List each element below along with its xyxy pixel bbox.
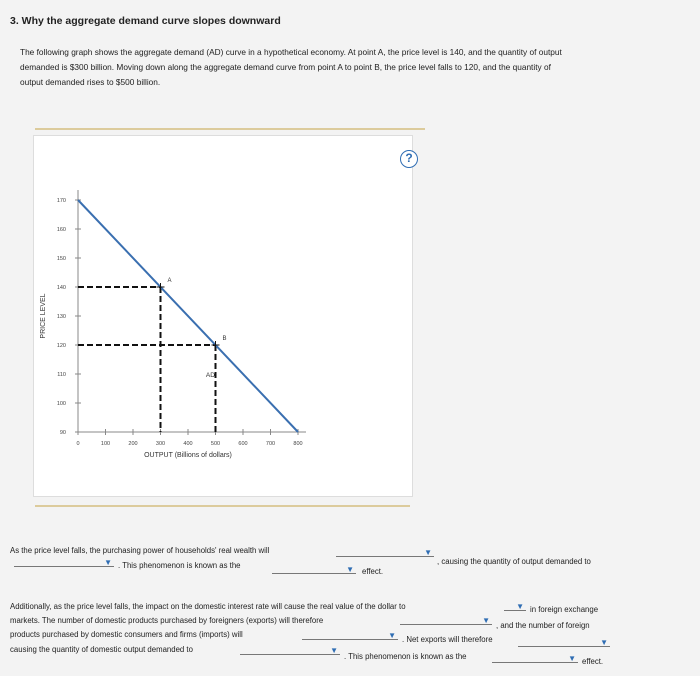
x-tick-label: 800 <box>293 441 303 447</box>
y-tick-label: 150 <box>56 256 66 262</box>
x-tick-label: 200 <box>128 441 138 447</box>
ad-curve-line <box>78 200 298 432</box>
quantity-demanded-dropdown[interactable] <box>14 557 114 567</box>
y-axis-label: PRICE LEVEL <box>40 293 47 339</box>
p1-text-1: As the price level falls, the purchasing power of households' real wealth will <box>10 546 270 555</box>
point-label: B <box>222 336 227 342</box>
y-tick-label: 170 <box>56 198 66 204</box>
x-tick-label: 0 <box>76 441 80 447</box>
p1-text-4: effect. <box>362 567 384 576</box>
intro-line-1: The following graph shows the aggregate demand (AD) curve in a hypothetical economy. At point A, the price level is 140, and the quantity of output <box>20 47 562 57</box>
y-tick-label: 90 <box>59 430 66 436</box>
question-heading: 3. Why the aggregate demand curve slopes downward <box>10 15 281 27</box>
net-exports-dropdown[interactable] <box>518 637 610 647</box>
chevron-down-icon: ▼ <box>346 565 354 574</box>
p2-line-4a: causing the quantity of domestic output demanded to <box>10 645 193 654</box>
p2-line-1b: in foreign exchange <box>530 605 599 614</box>
exports-dropdown[interactable] <box>400 615 492 625</box>
effect-name-dropdown-2[interactable] <box>492 653 578 663</box>
chevron-down-icon: ▼ <box>568 654 576 663</box>
y-tick-label: 160 <box>56 227 66 233</box>
x-axis-label: OUTPUT (Billions of dollars) <box>144 452 232 459</box>
dollar-value-dropdown[interactable] <box>504 601 526 611</box>
chevron-down-icon: ▼ <box>330 646 338 655</box>
ad-curve-label: AD <box>205 372 215 379</box>
x-tick-label: 700 <box>265 441 276 447</box>
x-tick-label: 300 <box>155 441 166 447</box>
chevron-down-icon: ▼ <box>424 548 432 557</box>
help-icon[interactable]: ? <box>400 150 418 168</box>
chevron-down-icon: ▼ <box>482 616 490 625</box>
y-tick-label: 140 <box>56 285 66 291</box>
intro-line-2: demanded is $300 billion. Moving down along the aggregate demand curve from point A to point B, the price level falls to 120, and the quantity of <box>20 62 551 72</box>
y-tick-label: 130 <box>56 314 66 320</box>
chevron-down-icon: ▼ <box>516 602 524 611</box>
domestic-output-dropdown[interactable] <box>240 645 340 655</box>
chevron-down-icon: ▼ <box>388 631 396 640</box>
y-tick-label: 100 <box>56 401 66 407</box>
wealth-dropdown[interactable] <box>336 547 434 557</box>
p2-line-2a: markets. The number of domestic products purchased by foreigners (exports) will therefore <box>10 616 324 625</box>
imports-dropdown[interactable] <box>302 630 398 640</box>
p2-line-1a: Additionally, as the price level falls, the impact on the domestic interest rate will cause the real value of the dollar to <box>10 602 406 611</box>
y-tick-label: 110 <box>57 372 66 378</box>
p2-line-4c: effect. <box>582 657 604 666</box>
x-tick-label: 600 <box>238 441 248 447</box>
x-tick-label: 400 <box>183 441 193 447</box>
point-label: A <box>167 278 172 284</box>
intro-line-3: output demanded rises to $500 billion. <box>20 77 161 87</box>
p1-text-3: . This phenomenon is known as the <box>118 561 241 570</box>
chevron-down-icon: ▼ <box>600 638 608 647</box>
p2-line-3b: . Net exports will therefore <box>402 635 493 644</box>
x-tick-label: 500 <box>210 441 221 447</box>
p1-text-2: , causing the quantity of output demanded to <box>437 557 591 566</box>
x-tick-label: 100 <box>100 441 111 447</box>
effect-name-dropdown-1[interactable] <box>272 564 356 574</box>
chevron-down-icon: ▼ <box>104 558 112 567</box>
p2-line-4b: . This phenomenon is known as the <box>344 652 467 661</box>
p2-line-3a: products purchased by domestic consumers and firms (imports) will <box>10 630 243 639</box>
p2-line-2b: , and the number of foreign <box>496 621 590 630</box>
bottom-divider <box>35 505 410 507</box>
y-tick-label: 120 <box>56 343 66 349</box>
